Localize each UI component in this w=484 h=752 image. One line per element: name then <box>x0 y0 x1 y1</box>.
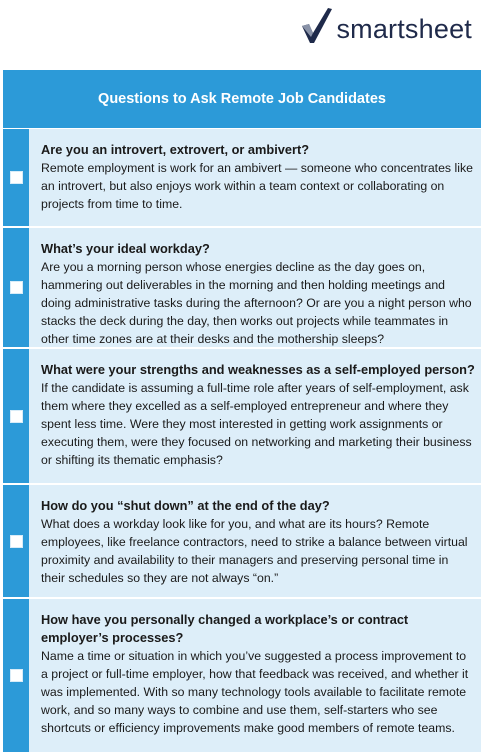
question-row <box>3 349 481 485</box>
row-side-bar <box>3 599 29 752</box>
checkbox[interactable] <box>10 281 23 294</box>
question-list <box>3 129 481 752</box>
question-row <box>3 129 481 228</box>
question-title: How have you personally changed a workplace’s or contract employer’s processes? <box>41 612 409 645</box>
question-text: Remote employment is work for an ambivert — someone who concentrates like an introvert, but also enjoys work within a team context or collaborating on projects from time to time. <box>41 161 473 211</box>
row-side-bar <box>3 129 29 226</box>
question-row <box>3 228 481 349</box>
checkbox[interactable] <box>10 535 23 548</box>
question-body <box>29 349 481 483</box>
checkbox[interactable] <box>10 171 23 184</box>
checkbox[interactable] <box>10 410 23 423</box>
question-body <box>29 129 481 226</box>
brand-name: smartsheet <box>336 13 472 44</box>
row-side-bar <box>3 485 29 597</box>
question-text: Name a time or situation in which you’ve suggested a process improvement to a project or full-time employer, how that feedback was received, and whether it was implemented. With so many technology tools available to facilitate remote work, and so many ways to combine and use them, self-starters who see shortcuts or efficiency improvements make good members of remote teams. <box>41 649 469 735</box>
question-title: Are you an introvert, extrovert, or ambivert? <box>41 142 310 157</box>
question-text: If the candidate is assuming a full-time role after years of self-employment, ask them where they excelled as a self-employed entrepreneur and where they spent less time. Were they most interested in getting work assignments or executing them, were they focused on networking and marketing their business or shifting its thematic emphasis? <box>41 381 472 467</box>
question-title: How do you “shut down” at the end of the day? <box>41 498 330 513</box>
question-row <box>3 599 481 752</box>
checkbox[interactable] <box>10 669 23 682</box>
page-header <box>3 70 481 128</box>
question-text: Are you a morning person whose energies decline as the day goes on, hammering out deliverables in the morning and then holding meetings and doing administrative tasks during the afternoon? Or are you a night person who stacks the deck during the day, then works out projects while teammates in other time zones are at their desks and the mothership sleeps? <box>41 260 472 346</box>
smartsheet-logo <box>298 6 472 46</box>
question-title: What’s your ideal workday? <box>41 241 210 256</box>
question-text: What does a workday look like for you, and what are its hours? Remote employees, like freelance contractors, need to strike a balance between virtual proximity and availability to their managers and preserving personal time in their schedules so they are not always “on.” <box>41 517 468 585</box>
row-side-bar <box>3 349 29 483</box>
row-side-bar <box>3 228 29 347</box>
question-title: What were your strengths and weaknesses as a self-employed person? <box>41 362 475 377</box>
question-body <box>29 485 481 597</box>
page-title: Questions to Ask Remote Job Candidates <box>98 91 386 107</box>
checkmark-logo-icon <box>298 6 334 46</box>
logo-bar <box>0 0 484 70</box>
question-body <box>29 599 481 752</box>
question-row <box>3 485 481 599</box>
question-body <box>29 228 481 347</box>
